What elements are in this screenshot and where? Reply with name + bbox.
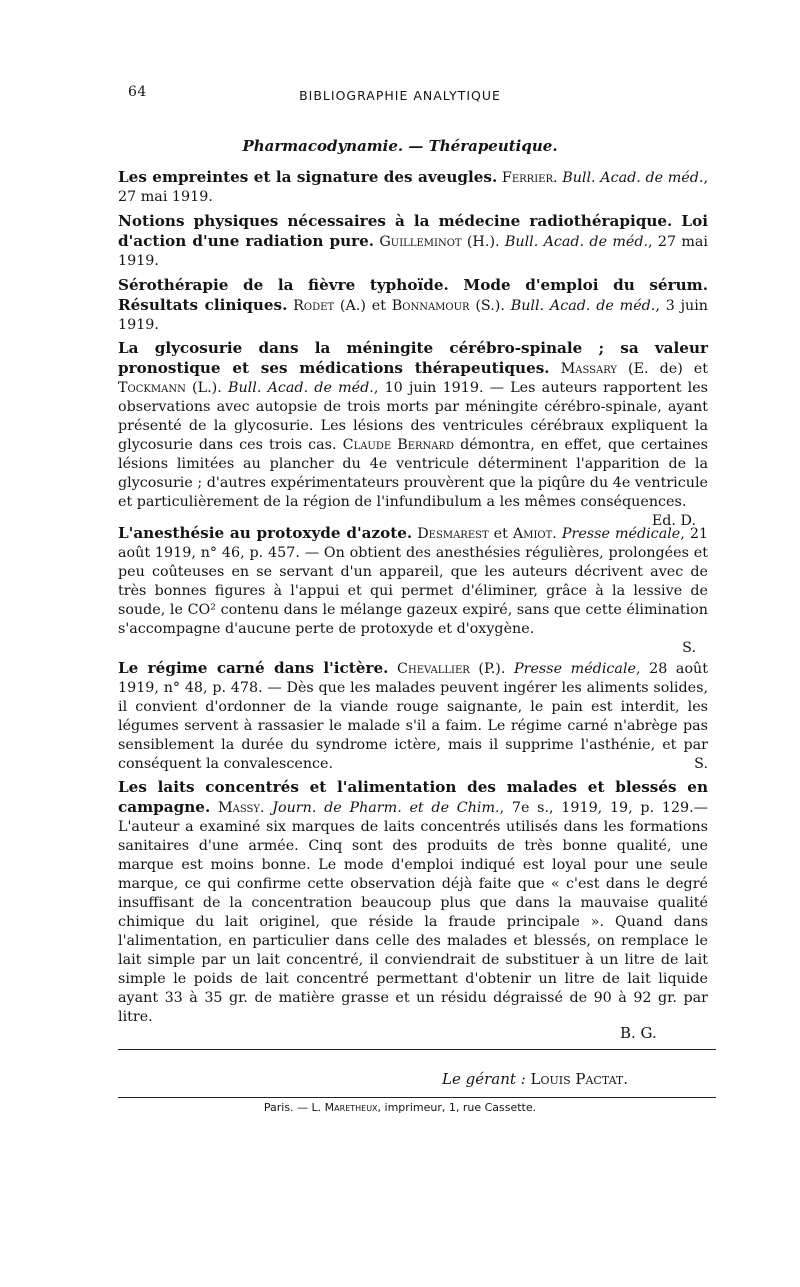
entry-source: Bull. Acad. de méd. [227,380,374,396]
gerant-line [442,1070,628,1088]
bibliography-entry [118,276,708,335]
bibliography-entry [118,778,708,1027]
running-head: BIBLIOGRAPHIE ANALYTIQUE [299,88,501,103]
entry-date: , 27 mai 1919. [118,234,709,269]
bibliography-entry [118,524,708,658]
bibliography-entry [118,659,708,774]
entry-signature: B. G. [620,1024,657,1042]
imprint-place: Paris. — L. [263,1101,325,1114]
entry-source: Presse médicale [514,661,636,677]
entry-author: Guilleminot [379,234,462,250]
entry-author-2-initials: (S.). [469,298,505,314]
entry-author: Rodet [293,298,335,314]
entry-author: Chevallier [397,661,470,677]
entry-source: Presse médicale [561,526,681,542]
entry-author-join: et [488,526,513,542]
entry-title: La glycosurie dans la méningite cérébro-spinale ; sa valeur pronostique et ses médications thérapeutiques. [118,339,708,377]
divider [118,1049,716,1050]
entry-date: , 27 mai 1919. [118,170,708,205]
entry-title: Les laits concentrés et l'alimentation des malades et blessés en campagne. [118,778,708,816]
entry-author: Ferrier. [501,170,558,186]
bibliography-entry [118,168,708,207]
entry-author-initials: (H.). [461,234,500,250]
gerant-label: Le gérant : [442,1070,526,1088]
entry-title: L'anesthésie au protoxyde d'azote. [118,524,413,542]
entry-author: Massy. [217,800,265,816]
entry-abstract: , 10 juin 1919. — Les auteurs rapportent les observations avec autopsie de trois morts par méningite cérébro-spinale, ayant présenté de la glycosurie. Les lésions des ventricules cérébraux expliquent la glycosurie dans ces trois cas. [118,380,709,453]
imprint-address: , imprimeur, 1, rue Cassette. [377,1101,537,1114]
entry-abstract: , 7e s., 1919, 19, p. 129.— L'auteur a examiné six marques de laits concentrés utilisés dans les formations sanitaires d'une armée. Cinq sont des produits de très bonne qualité, une marque est moins bonne. Le mode d'emploi indiqué est loyal pour une seule marque, ce qui confirme cette observation déjà faite que « c'est dans le degré insuffisant de la concentration beaucoup plus que dans la mauvaise qualité chimique du lait originel, que réside la fraude principale ». Quand dans l'alimentation, en particulier dans celle des malades et blessés, on remplace le lait simple par un lait concentré, il conviendrait de substituer à un litre de lait simple le poids de lait concentré permettant d'obtenir un litre de lait liquide ayant 33 à 35 gr. de matière grasse et un résidu dégraissé de 90 à 92 gr. par litre. [118,800,708,1025]
printer-imprint [0,1101,800,1114]
section-title: Pharmacodynamie. — Thérapeutique. [242,137,558,155]
entry-abstract: , 21 août 1919, n° 46, p. 457. — On obtient des anesthésies régulières, prolongées et peu coûteuses en se servant d'un appareil, que les auteurs décrivent avec de très bonnes figures à l'appui et qui permet d'éliminer, grâce à la lessive de soude, le CO² contenu dans le mélange gazeux expiré, sans que cette élimination s'accompagne d'aucune perte de protoxyde et d'oxygène. [118,526,709,637]
entry-abstract: , 28 août 1919, n° 48, p. 478. — Dès que les malades peuvent ingérer les aliments solides, il convient d'ordonner de la viande rouge saignante, le pain est interdit, les légumes servent à rassasier le malade s'il a faim. Le régime carné n'abrège pas sensiblement la durée du syndrome ictère, mais il supprime l'asthénie, et par conséquent la convalescence. [118,661,709,772]
entry-author: Massary [560,361,618,377]
entry-author-2: Bonnamour [391,298,470,314]
imprint-printer: Maretheux [324,1101,378,1114]
entry-author-2-initials: (L.). [185,380,222,396]
entry-author-join: (A.) et [334,298,392,314]
bibliography-entry [118,212,708,271]
entry-source: Journ. de Pharm. et de Chim. [272,800,500,816]
entry-signature: S. [682,640,696,656]
entry-signature: S. [694,756,708,772]
entry-author-2: Amiot. [512,526,557,542]
entry-title: Les empreintes et la signature des aveugles. [118,168,498,186]
entry-source: Bull. Acad. de méd. [562,170,704,186]
entry-author-initials: (P.). [469,661,506,677]
page-number: 64 [128,84,147,100]
inline-name: Claude Bernard [342,437,455,453]
entry-author: Desmarest [417,526,489,542]
bibliography-entry [118,339,708,531]
entry-title: Sérothérapie de la fièvre typhoïde. Mode d'emploi du sérum. Résultats cliniques. [118,276,708,314]
entry-author-2: Tockmann [118,380,186,396]
entry-signature: Ed. D. [651,513,696,529]
entry-author-join: (E. de) et [617,361,709,377]
entry-title: Notions physiques nécessaires à la médecine radiothérapique. Loi d'action d'une radiation pure. [118,212,708,250]
entry-date: , 3 juin 1919. [118,298,709,333]
entry-source: Bull. Acad. de méd. [504,234,649,250]
entry-title: Le régime carné dans l'ictère. [118,659,389,677]
entry-abstract-cont: démontra, en effet, que certaines lésions limitées au plancher du 4e ventricule déterminent l'apparition de la glycosurie ; d'autres expérimentateurs prouvèrent que la piqûre du 4e ventricule et particulièrement de la région de l'infundibulum a les mêmes conséquences. [118,437,708,510]
divider [118,1097,716,1098]
entry-source: Bull. Acad. de méd. [510,298,656,314]
gerant-name: Louis Pactat. [530,1070,629,1088]
